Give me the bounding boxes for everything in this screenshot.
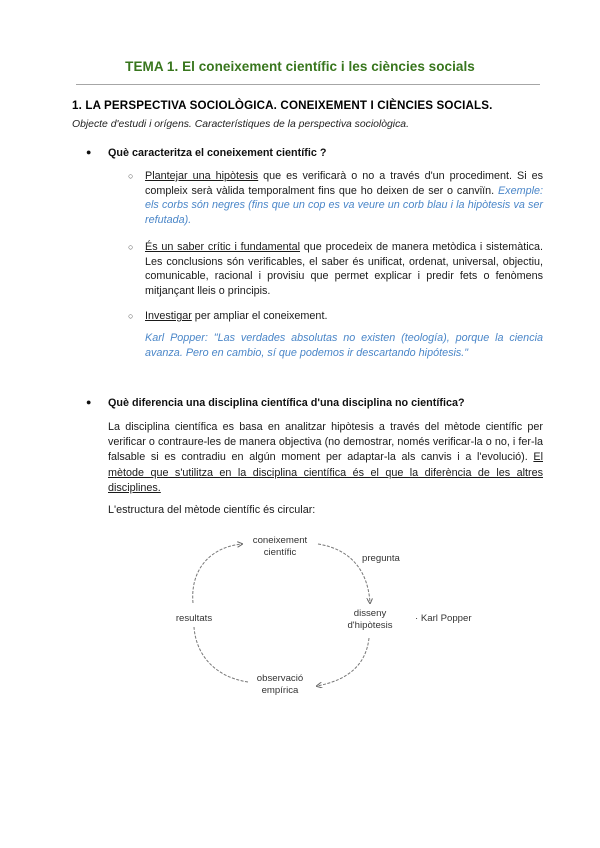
edge-label-question: pregunta xyxy=(362,553,400,564)
structure-text: L'estructura del mètode científic és circular: xyxy=(108,504,316,516)
node-label-line2: d'hipòtesis xyxy=(347,619,393,631)
underlined-term: És un saber crític i fundamental xyxy=(145,241,301,253)
paragraph-underlined-text: El mètode que s'utilitza en la disciplina científica és el que la diferència de les altres disciplines. xyxy=(108,451,543,494)
node-results xyxy=(164,613,224,625)
node-empirical-observation xyxy=(240,673,320,696)
bullet-dot-icon: ● xyxy=(86,147,92,157)
node-label-line2: científic xyxy=(263,546,297,558)
node-hypothesis-design xyxy=(330,608,410,631)
node-label-line2: empírica xyxy=(261,684,299,696)
node-scientific-knowledge xyxy=(238,535,322,558)
scientific-method-cycle-diagram xyxy=(150,525,470,705)
title-divider xyxy=(76,84,540,85)
section-heading: 1. LA PERSPECTIVA SOCIOLÒGICA. CONEIXEMENT I CIÈNCIES SOCIALS. xyxy=(72,99,493,112)
sub-item-hypothesis xyxy=(128,169,543,227)
node-label-line1: observació xyxy=(256,673,304,684)
page-title: TEMA 1. El coneixement científic i les ciències socials xyxy=(125,59,475,74)
sub-item-critical-knowledge xyxy=(128,240,543,298)
discipline-paragraph xyxy=(108,420,543,496)
bullet-question-1 xyxy=(86,147,327,159)
example-text: Exemple: els corbs són negres (fins que un cop es va veure un corb blau i la hipòtesis va ser refutada). xyxy=(145,184,543,226)
side-note-karl-popper: · Karl Popper xyxy=(415,613,472,624)
paragraph-text: La disciplina científica es basa en analitzar hipòtesis a través del mètode científic per verificar o contraure-les de manera objectiva (no demostrar, només verificar-la o no, i fer-la falsable si es contradiu en algún moment per adaptar-la als canvis i a l'evolució). xyxy=(108,421,543,464)
underlined-term: Plantejar una hipòtesis xyxy=(145,170,259,182)
popper-quote: Karl Popper: "Las verdades absolutas no existen (teología), porque la ciencia avanza. Pero en cambio, sí que podemos ir descartando hipótesis." xyxy=(145,332,543,359)
question-text: Què diferencia una disciplina científica d'una disciplina no científica? xyxy=(108,397,465,409)
node-label-line1: coneixement xyxy=(252,535,308,546)
item-text: per ampliar el coneixement. xyxy=(191,310,328,322)
item-text: que procedeix de manera metòdica i sistemàtica. Les conclusions són verificables, el saber és unificat, ordenat, universal, objectiu, comunicable, racional i provisiu que permet explicar i predir fets o fenòmens mitjançant lleis o principis. xyxy=(145,241,543,297)
item-text: que es verificarà o no a través d'un procediment. Si es compleix serà vàlida temporalment fins que ho deixen de ser o canviïn. xyxy=(145,170,543,197)
bullet-question-2 xyxy=(86,397,465,409)
section-subtitle: Objecte d'estudi i orígens. Característiques de la perspectiva sociològica. xyxy=(72,119,409,130)
node-label-line1: resultats xyxy=(175,613,213,624)
underlined-term: Investigar xyxy=(145,310,192,322)
hollow-bullet-icon: ○ xyxy=(128,242,134,252)
question-text: Què caracteritza el coneixement científic ? xyxy=(108,147,327,159)
sub-item-investigate xyxy=(128,309,543,324)
bullet-dot-icon: ● xyxy=(86,397,92,407)
node-label-line1: disseny xyxy=(353,608,387,619)
hollow-bullet-icon: ○ xyxy=(128,171,134,181)
hollow-bullet-icon: ○ xyxy=(128,311,134,321)
